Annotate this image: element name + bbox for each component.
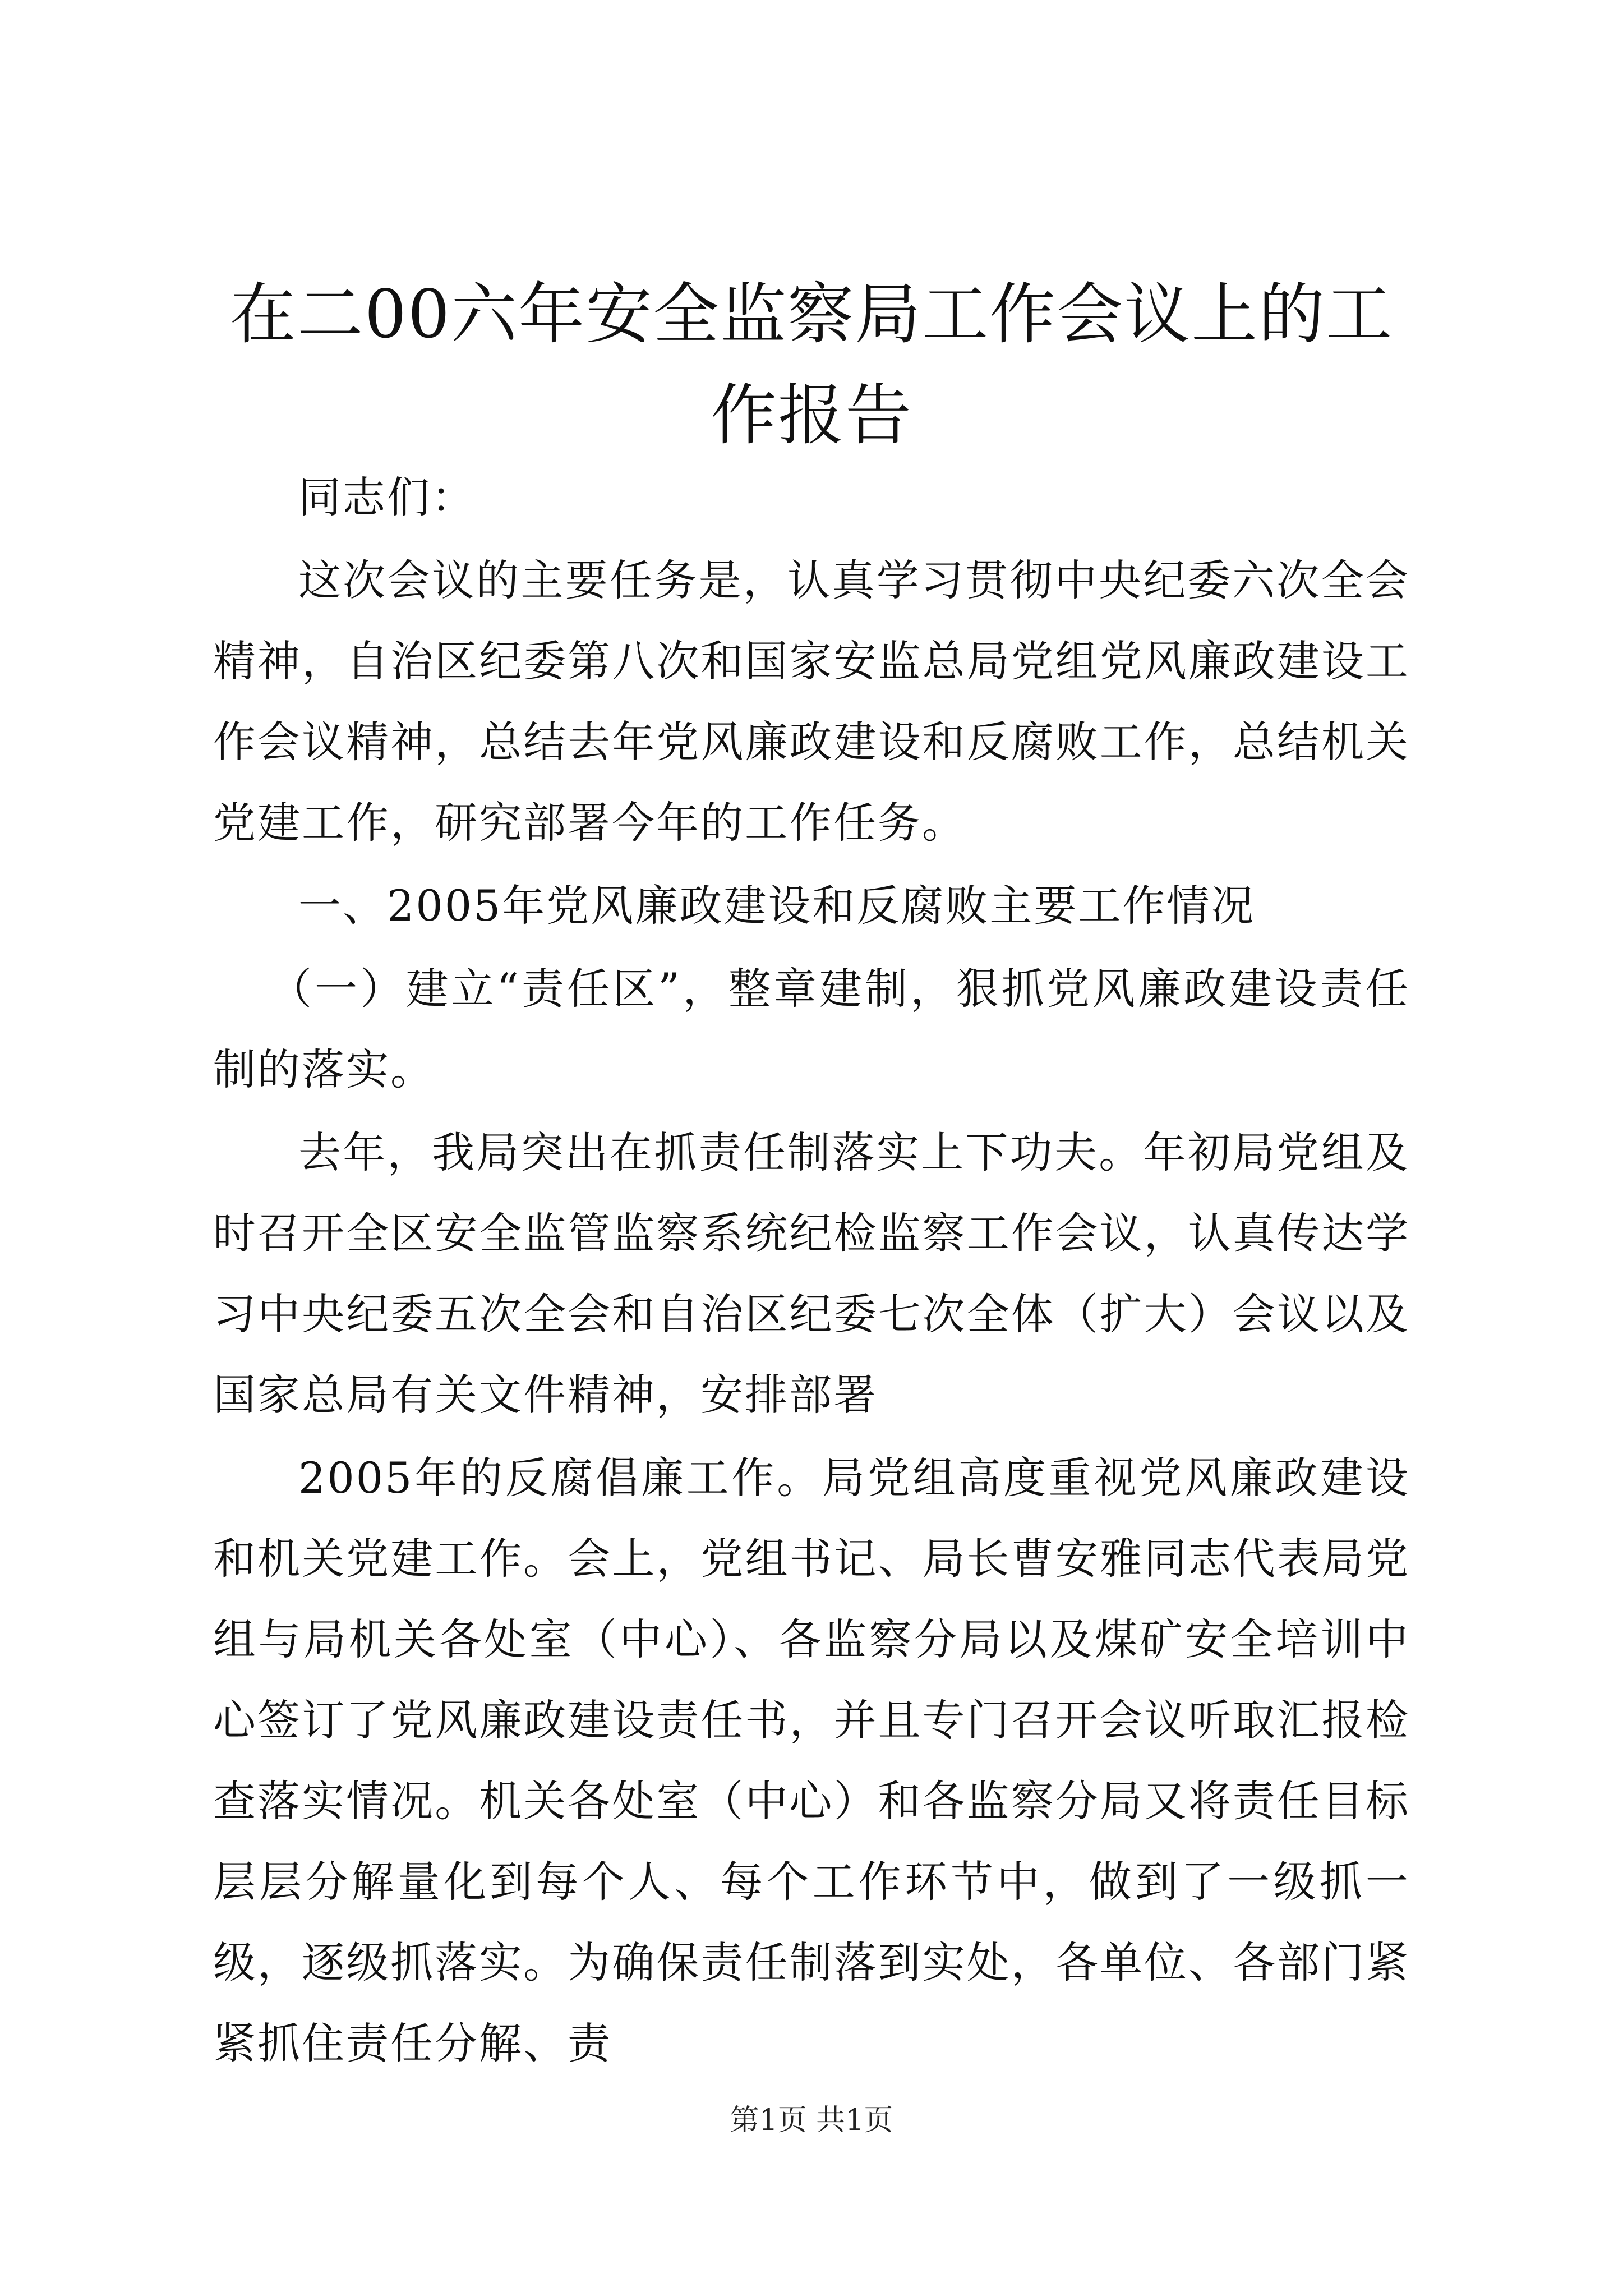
salutation: 同志们：	[298, 472, 476, 522]
document-title: 在二00六年安全监察局工作会议上的工作报告	[229, 275, 1394, 454]
document-body	[213, 457, 1410, 2086]
paragraph-last-year: 去年，我局突出在抓责任制落实上下功夫。年初局党组及时召开全区安全监管监察系统纪检监察工作会议，认真传达学习中央纪委五次全会和自治区纪委七次全体（扩大）会议以及国家总局有关文件精神，安排部署	[213, 1128, 1410, 1420]
paragraph-meeting-tasks: 这次会议的主要任务是，认真学习贯彻中央纪委六次全会精神，自治区纪委第八次和国家安监总局党组党风廉政建设工作会议精神，总结去年党风廉政建设和反腐败工作，总结机关党建工作，研究部署今年的工作任务。	[213, 555, 1410, 848]
paragraph-2005-work: 2005年的反腐倡廉工作。局党组高度重视党风廉政建设和机关党建工作。会上，党组书记、局长曹安雅同志代表局党组与局机关各处室（中心）、各监察分局以及煤矿安全培训中心签订了党风廉政建设责任书，并且专门召开会议听取汇报检查落实情况。机关各处室（中心）和各监察分局又将责任目标层层分解量化到每个人、每个工作环节中，做到了一级抓一级，逐级抓落实。为确保责任制落到实处，各单位、各部门紧紧抓住责任分解、责	[213, 1453, 1410, 2068]
section-heading-one: 一、2005年党风廉政建设和反腐败主要工作情况	[298, 881, 1256, 931]
page-footer: 第1页 共1页	[730, 2104, 893, 2137]
subsection-heading-one: （一）建立“责任区”，整章建制，狠抓党风廉政建设责任制的落实。	[213, 964, 1410, 1094]
